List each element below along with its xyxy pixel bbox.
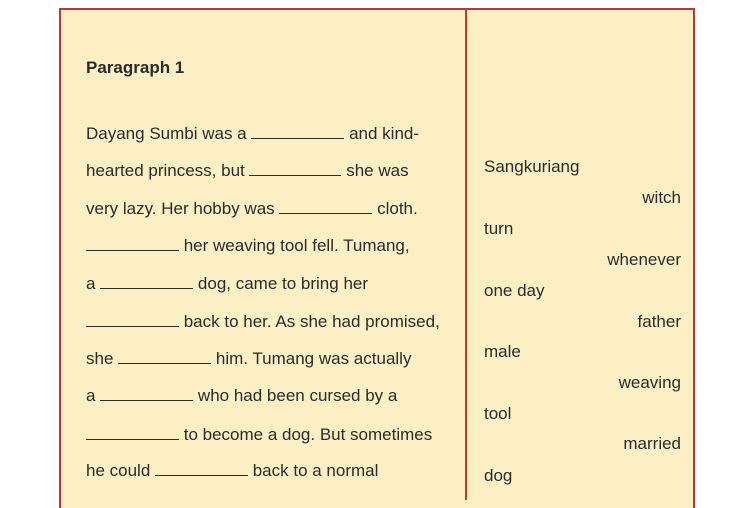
word-bank-item[interactable]: turn [484,219,514,238]
paragraph-line-1 [86,124,419,144]
line-text: back to her. As she had promised, [179,312,440,331]
line-text: to become a dog. But sometimes [179,425,433,444]
paragraph-line-7 [86,349,411,369]
blank-4[interactable] [86,236,179,251]
word-bank-item[interactable]: tool [484,404,512,423]
line-text: Dayang Sumbi was a [86,124,252,143]
blank-10[interactable] [155,461,248,476]
line-text: very lazy. Her hobby was [86,199,280,218]
blank-8[interactable] [100,386,193,401]
line-text: she was [341,161,409,180]
line-text: dog, came to bring her [193,274,369,293]
word-bank-item[interactable]: male [484,342,521,361]
line-text: back to a normal [248,461,379,480]
word-bank-item[interactable]: weaving [618,373,681,392]
word-bank-item[interactable]: witch [642,188,681,207]
paragraph-line-9 [86,425,432,445]
line-text: who had been cursed by a [193,386,398,405]
word-bank-item[interactable]: dog [484,466,513,485]
paragraph-line-2 [86,161,409,181]
blank-1[interactable] [251,124,344,139]
word-bank-item[interactable]: Sangkuriang [484,157,580,176]
paragraph-heading: Paragraph 1 [86,58,185,77]
line-text: and kind- [344,124,420,143]
blank-5[interactable] [100,274,193,289]
word-bank-item[interactable]: one day [484,281,545,300]
blank-7[interactable] [118,349,211,364]
line-text: hearted princess, but [86,161,250,180]
line-text: a [86,386,101,405]
paragraph-line-4 [86,236,410,256]
column-divider [465,8,467,500]
line-text: he could [86,461,155,480]
paragraph-line-3 [86,199,418,219]
word-bank-item[interactable]: whenever [607,250,681,269]
line-text: a [86,274,101,293]
blank-6[interactable] [86,312,179,327]
paragraph-line-10 [86,461,378,481]
blank-2[interactable] [249,161,341,176]
word-bank-item[interactable]: father [637,312,681,331]
line-text: him. Tumang was actually [211,349,412,368]
line-text: cloth. [372,199,418,218]
line-text: her weaving tool fell. Tumang, [179,236,410,255]
blank-9[interactable] [86,425,179,440]
word-bank-item[interactable]: married [623,434,681,453]
line-text: she [86,349,119,368]
paragraph-line-5 [86,274,368,294]
paragraph-line-8 [86,386,397,406]
blank-3[interactable] [279,199,372,214]
paragraph-line-6 [86,312,440,332]
